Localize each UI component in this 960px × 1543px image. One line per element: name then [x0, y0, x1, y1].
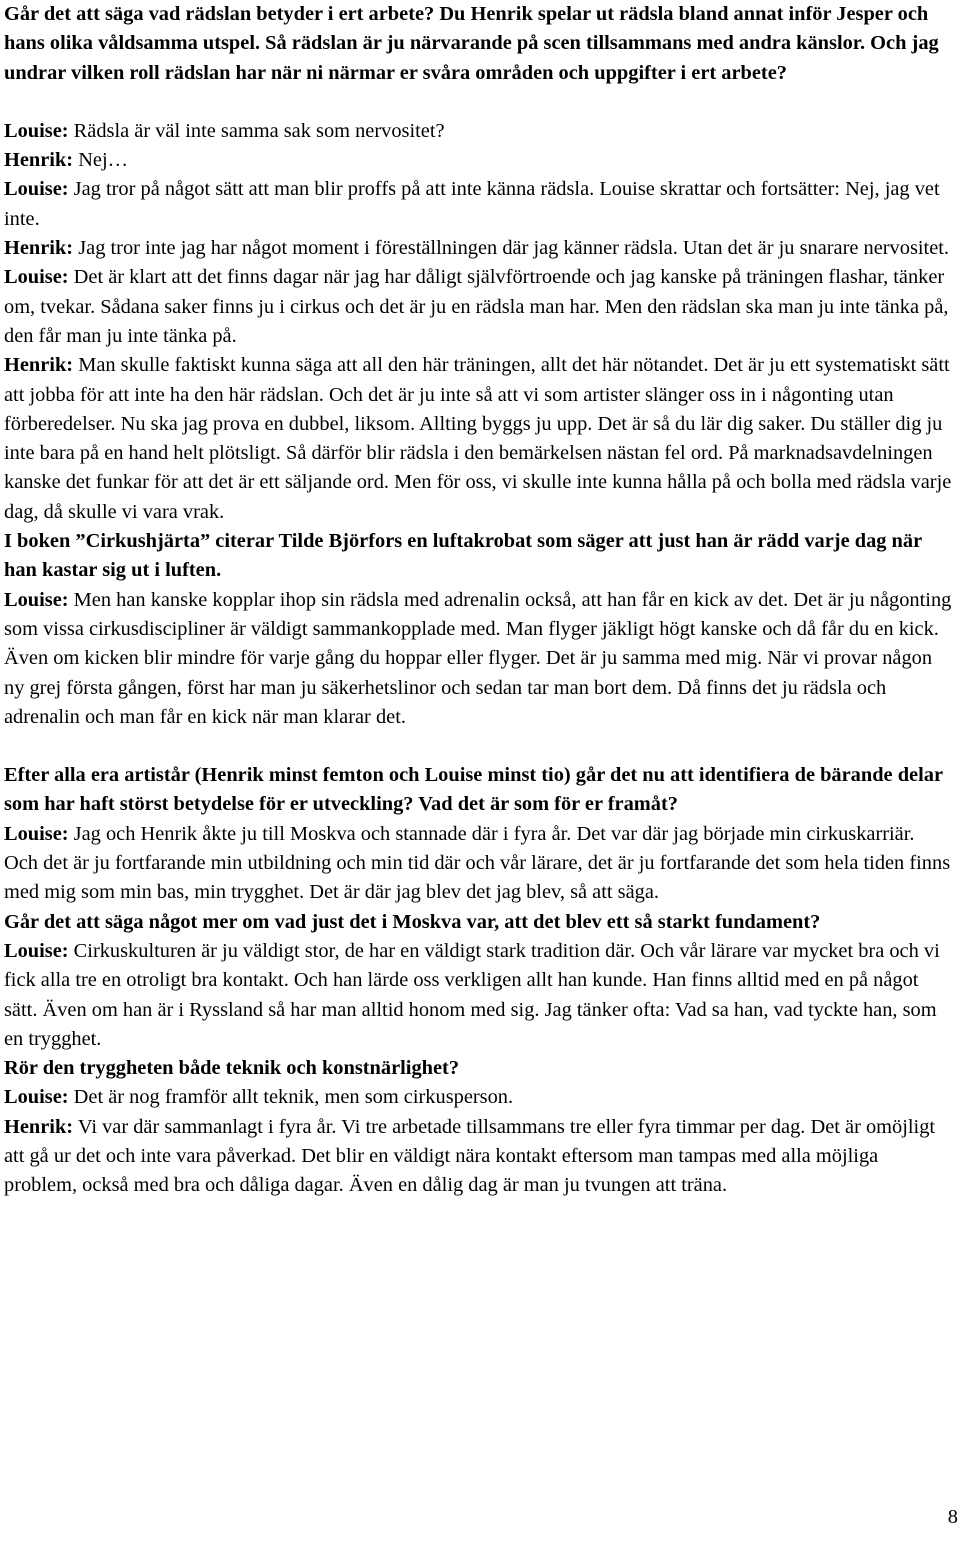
answer-text: Jag tror på något sätt att man blir proffs på att inte känna rädsla. Louise skrattar och fortsätter: Nej, jag vet inte.: [4, 178, 940, 230]
interview-answer: [4, 175, 952, 234]
interview-answer: [4, 586, 952, 732]
interview-answer: [4, 263, 952, 351]
paragraph-gap: [4, 88, 952, 117]
speaker-name: Henrik:: [4, 354, 74, 377]
interview-question: Går det att säga något mer om vad just det i Moskva var, att det blev ett så starkt fundament?: [4, 910, 821, 933]
interview-question: Går det att säga vad rädslan betyder i ert arbete? Du Henrik spelar ut rädsla bland annat inför Jesper och hans olika våldsamma utspel. Så rädslan är ju närvarande på scen tillsammans med andra känslor. Och jag undrar vilken roll rädslan har när ni närmar er svåra områden och uppgifter i ert arbete?: [4, 3, 939, 84]
speaker-name: Henrik:: [4, 1115, 74, 1138]
page-number: 8: [947, 1506, 958, 1528]
interview-answer: [4, 937, 952, 1054]
interview-question: Rör den tryggheten både teknik och konstnärlighet?: [4, 1057, 460, 1080]
interview-question: I boken ”Cirkushjärta” citerar Tilde Björfors en luftakrobat som säger att just han är rädd varje dag när han kastar sig ut i luften.: [4, 530, 922, 582]
interview-answer: [4, 234, 952, 263]
speaker-name: Henrik:: [4, 149, 74, 172]
interview-answer: [4, 146, 952, 175]
answer-text: Det är nog framför allt teknik, men som cirkusperson.: [68, 1086, 514, 1109]
answer-text: Vi var där sammanlagt i fyra år. Vi tre arbetade tillsammans tre eller fyra timmar per dag. Det är omöjligt att gå ur det och inte vara påverkad. Det blir en väldigt nära kontakt eftersom man tampas med alla möjliga problem, också med bra och dåliga dagar. Även en dålig dag är man ju tvungen att träna.: [4, 1115, 936, 1197]
interview-answer: [4, 820, 952, 908]
speaker-name: Louise:: [4, 266, 69, 289]
interview-answer: [4, 1083, 952, 1112]
interview-answer: [4, 351, 952, 527]
speaker-name: Louise:: [4, 822, 69, 845]
speaker-name: Louise:: [4, 939, 69, 962]
document-body: [4, 0, 952, 1201]
answer-text: Cirkuskulturen är ju väldigt stor, de har en väldigt stark tradition där. Och vår lärare var mycket bra och vi fick alla tre en otroligt bra kontakt. Och han lärde oss verkligen allt han kunde. Han finns alltid med en på något sätt. Även om han är i Ryssland så har man alltid honom med sig. Jag tänker ofta: Vad sa han, vad tyckte han, som en trygghet.: [4, 939, 940, 1050]
speaker-name: Louise:: [4, 119, 69, 142]
speaker-name: Louise:: [4, 588, 69, 611]
answer-text: Det är klart att det finns dagar när jag har dåligt självförtroende och jag kanske på träningen flashar, tänker om, tvekar. Sådana saker finns ju i cirkus och det är ju en rädsla man har. Men den rädslan ska man ju inte tänka på, den får man ju inte tänka på.: [4, 266, 949, 347]
answer-text: Nej…: [73, 149, 129, 172]
paragraph-gap: [4, 732, 952, 761]
answer-text: Rädsla är väl inte samma sak som nervositet?: [68, 119, 445, 142]
speaker-name: Henrik:: [4, 237, 74, 260]
speaker-name: Louise:: [4, 178, 69, 201]
interview-question: Efter alla era artistår (Henrik minst femton och Louise minst tio) går det nu att identifiera de bärande delar som har haft störst betydelse för er utveckling? Vad det är som för er framåt?: [4, 764, 943, 816]
interview-answer: [4, 1113, 952, 1201]
answer-text: Men han kanske kopplar ihop sin rädsla med adrenalin också, att han får en kick av det. Det är ju någonting som vissa cirkusdiscipliner är väldigt sammankopplade med. Man flyger jäkligt högt kanske och då får du en kick. Även om kicken blir mindre för varje gång du hoppar eller flyger. Det är ju samma med mig. När vi provar någon ny grej första gången, först har man ju säkerhetslinor och sedan tar man bort dem. Då finns det ju rädsla och adrenalin och man får en kick när man klarar det.: [4, 588, 952, 728]
answer-text: Man skulle faktiskt kunna säga att all den här träningen, allt det här nötandet. Det är ju ett systematiskt sätt att jobba för att inte ha den här rädslan. Och det är ju inte så att vi som artister slänger oss in i någonting utan förberedelser. Nu ska jag prova en dubbel, liksom. Allting byggs ju upp. Det är så du lär dig saker. Du ställer dig ju inte bara på en hand helt plötsligt. Så därför blir rädsla i den bemärkelsen nästan fel ord. På marknadsavdelningen kanske det funkar för att det är ett säljande ord. Men för oss, vi skulle inte kunna hålla på och bolla med rädsla varje dag, då skulle vi vara vrak.: [4, 354, 952, 523]
speaker-name: Louise:: [4, 1086, 69, 1109]
answer-text: Jag och Henrik åkte ju till Moskva och stannade där i fyra år. Det var där jag började min cirkuskarriär. Och det är ju fortfarande min utbildning och min tid där och vår lärare, det är ju fortfarande det som hela tiden finns med mig som min bas, min trygghet. Det är där jag blev det jag blev, så att säga.: [4, 822, 951, 904]
interview-answer: [4, 117, 952, 146]
answer-text: Jag tror inte jag har något moment i föreställningen där jag känner rädsla. Utan det är ju snarare nervositet.: [73, 237, 950, 260]
